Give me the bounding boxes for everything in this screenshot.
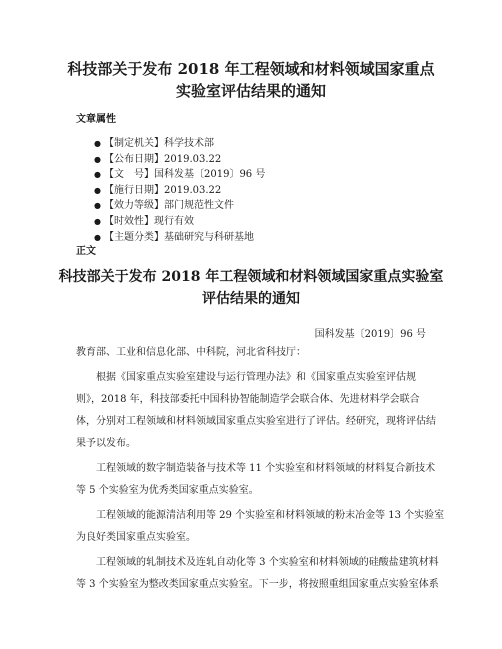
attribute-item-validity	[76, 214, 194, 230]
paragraph-line: 则》，2018 年，科技部委托中国科协智能制造学会联合体、先进材料学会联合	[76, 394, 420, 405]
paragraph-line: 根据《国家重点实验室建设与运行管理办法》和《国家重点实验室评估规	[96, 372, 416, 383]
attribute-text: 【施行日期】2019.03.22	[104, 184, 222, 196]
addressee-line: 教育部、工业和信息化部、中科院，河北省科技厅：	[76, 347, 306, 358]
attributes-list	[76, 136, 266, 245]
attribute-item-publish-date	[76, 152, 222, 168]
attribute-text: 【制定机关】科学技术部	[104, 138, 214, 149]
body-title-line-1: 科技部关于发布 2018 年工程领域和材料领域国家重点实验室	[58, 269, 444, 285]
paragraph-line: 为良好类国家重点实验室。	[76, 532, 196, 543]
document-title-line-2: 实验室评估结果的通知	[175, 82, 326, 100]
attribute-text: 【公布日期】2019.03.22	[104, 153, 222, 165]
attribute-item-issuer	[76, 136, 214, 152]
attribute-text: 【效力等级】部门规范性文件	[104, 200, 234, 212]
attribute-text: 【文 号】国科发基〔2019〕96 号	[104, 169, 266, 181]
bullet-icon: ●	[94, 201, 101, 211]
bullet-icon: ●	[94, 139, 101, 148]
paragraph-line: 等 5 个实验室为优秀类国家重点实验室。	[76, 485, 259, 496]
body-heading: 正文	[76, 246, 96, 257]
paragraph-line: 果予以发布。	[76, 438, 136, 449]
attribute-text: 【主题分类】基础研究与科研基地	[104, 231, 254, 243]
paragraph-line: 工程领域的数字制造装备与技术等 11 个实验室和材料领域的材料复合新技术	[96, 463, 436, 474]
attribute-text: 【时效性】现行有效	[104, 215, 194, 227]
attribute-item-doc-number	[76, 167, 266, 183]
document-number: 国科发基〔2019〕96 号	[314, 329, 426, 340]
attribute-item-effective-date	[76, 183, 222, 199]
paragraph-line: 等 3 个实验室为整改类国家重点实验室。下一步，将按照重组国家重点实验室体系	[76, 579, 439, 590]
document-title-line-1: 科技部关于发布 2018 年工程领域和材料领域国家重点	[67, 60, 435, 78]
paragraph-line: 工程领域的能源清洁利用等 29 个实验室和材料领域的粉末冶金等 13 个实验室	[96, 510, 445, 521]
attributes-heading: 文章属性	[76, 114, 116, 125]
bullet-icon: ●	[94, 170, 101, 180]
body-title-line-2: 评估结果的通知	[202, 291, 300, 307]
bullet-icon: ●	[94, 185, 101, 195]
attribute-item-legal-level	[76, 198, 234, 214]
bullet-icon: ●	[94, 154, 101, 164]
paragraph-line: 工程领域的轧制技术及连轧自动化等 3 个实验室和材料领域的硅酸盐建筑材料	[96, 557, 439, 568]
bullet-icon: ●	[94, 216, 101, 226]
bullet-icon: ●	[94, 232, 101, 242]
paragraph-line: 体，分别对工程领域和材料领域国家重点实验室进行了评估。经研究，现将评估结	[76, 416, 436, 427]
